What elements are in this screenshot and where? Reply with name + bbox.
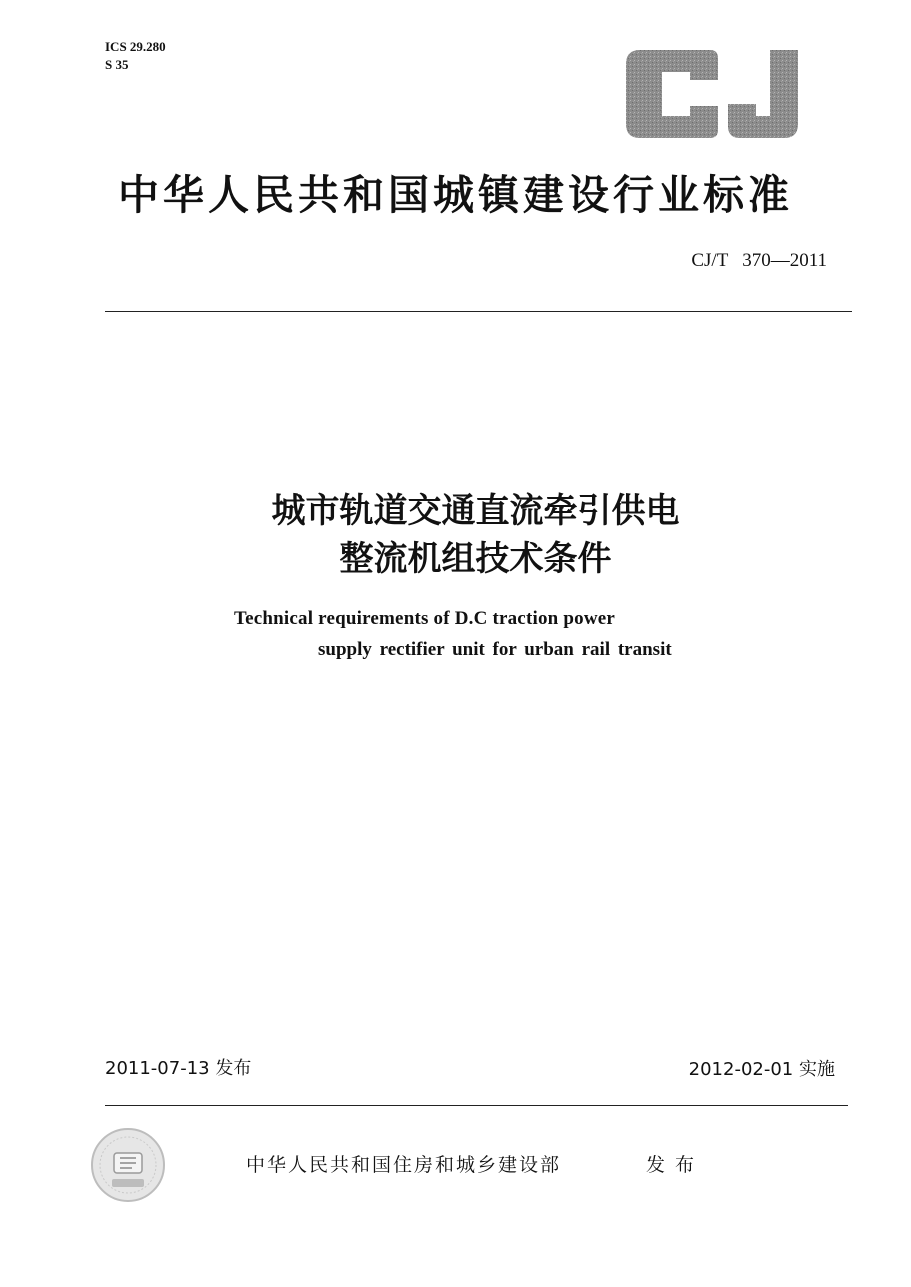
document-title-cn-line2: 整流机组技术条件 xyxy=(339,539,612,579)
ics-code: ICS 29.280 xyxy=(105,39,166,54)
footer-divider xyxy=(105,1105,848,1106)
classification-codes xyxy=(105,38,166,74)
cj-logo xyxy=(622,48,800,140)
header-divider xyxy=(105,311,852,312)
issued-label: 发布 xyxy=(646,1154,705,1176)
implement-date: 2012-02-01 实施 xyxy=(688,1059,835,1080)
standard-number: CJ/T 370—2011 xyxy=(691,250,827,271)
anti-counterfeit-seal-icon xyxy=(88,1125,168,1205)
issuing-authority: 中华人民共和国住房和城乡建设部 xyxy=(246,1154,562,1176)
class-code: S 35 xyxy=(105,57,129,72)
document-title-en-line2: supply rectifier unit for urban rail transit xyxy=(318,639,672,660)
standard-category-title: 中华人民共和国城镇建设行业标准 xyxy=(118,171,793,219)
document-title-cn-line1: 城市轨道交通直流牵引供电 xyxy=(271,491,680,531)
publish-date: 2011-07-13 发布 xyxy=(105,1058,252,1079)
document-title-en-line1: Technical requirements of D.C traction power xyxy=(234,608,616,629)
